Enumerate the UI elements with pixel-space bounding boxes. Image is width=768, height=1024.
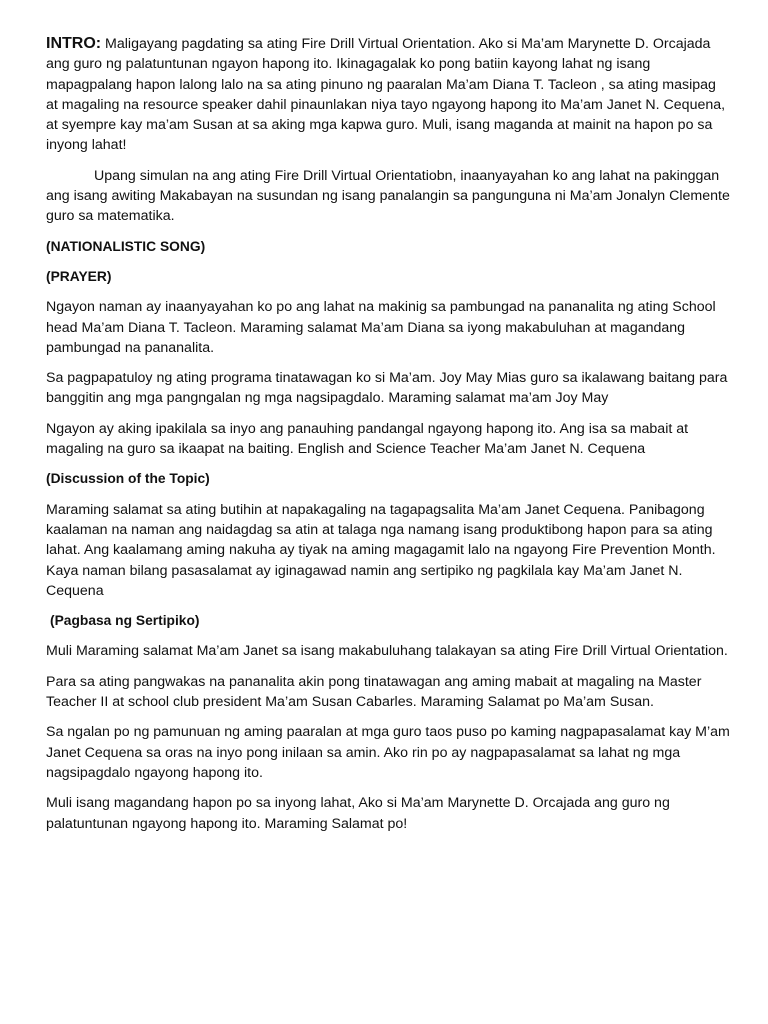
opening-paragraph: Upang simulan na ang ating Fire Drill Virtual Orientatiobn, inaanyayahan ko ang lahat na pakinggan ang isang awiting Makabayan na susundan ng isang panalangin sa pangunguna ni Ma’am Jonalyn Clemente guro sa matematika. [46,167,730,225]
heading-discussion: (Discussion of the Topic) [46,471,210,487]
heading-prayer: (PRAYER) [46,268,112,284]
heading-certificate-reading: (Pagbasa ng Sertipiko) [50,613,200,629]
intro-label: INTRO: [46,35,102,52]
guest-introduction-paragraph: Ngayon ay aking ipakilala sa inyo ang panauhing pandangal ngayong hapong ito. Ang isa sa mabait at magaling na guro sa ikaapat na baiting. English and Science Teacher Ma’am Janet N. Cequena [46,420,689,458]
thanks-again-paragraph: Muli Maraming salamat Ma’am Janet sa isang makabuluhang talakayan sa ating Fire Drill Virtual Orientation. [46,643,728,660]
thanks-speaker-paragraph: Maraming salamat sa ating butihin at napakagaling na tagapagsalita Ma’am Janet Cequena. Panibagong kaalaman na naman ang naidagdag sa atin at talaga nga namang isang produktibong hapon para sa ating lahat. Ang kaalamang aming nakuha ay tiyak na aming magagamit lalo na ngayong Fire Prevention Month. Kaya naman bilang pasasalamat ay iginagawad namin ang sertipiko ng pagkilala kay Ma’am Janet N. Cequena [46,501,716,599]
school-head-paragraph: Ngayon naman ay inaanyayahan ko po ang lahat na makinig sa pambungad na pananalita ng ating School head Ma’am Diana T. Tacleon. Maraming salamat Ma’am Diana sa iyong makabuluhan at magandang pambungad na pananalita. [46,299,716,356]
gratitude-paragraph: Sa ngalan po ng pamunuan ng aming paaralan at mga guro taos puso po kaming nagpapasalamat kay M’am Janet Cequena sa oras na inyo pong inilaan sa amin. Ako rin po ay nagpapasalamat sa lahat ng mga nagsipagdalo ngayong hapong ito. [46,724,730,781]
intro-text: Maligayang pagdating sa ating Fire Drill Virtual Orientation. Ako si Ma’am Marynette D. Orcajada ang guro ng palatuntunan ngayon hapong ito. Ikinagagalak ko pong batiin kayong lahat ng isang mapagpalang hapon lalong lalo na sa ating pinuno ng paaralan Ma’am Diana T. Tacleon , sa ating masipag at magaling na resource speaker dahil pinaunlakan niya tayo ngayong hapong ito Ma’am Janet N. Cequena, at syempre kay ma’am Susan at sa aking mga kapwa guro. Muli, isang maganda at mainit na hapon po sa inyong lahat! [46,36,726,154]
closing-remarks-paragraph: Para sa ating pangwakas na pananalita akin pong tinatawagan ang aming mabait at magaling na Master Teacher II at school club president Ma’am Susan Cabarles. Maraming Salamat po Ma’am Susan. [46,673,702,711]
final-paragraph: Muli isang magandang hapon po sa inyong lahat, Ako si Ma’am Marynette D. Orcajada ang guro ng palatuntunan ngayong hapong ito. Maraming Salamat po! [46,795,670,832]
heading-nationalistic-song: (NATIONALISTIC SONG) [46,238,206,254]
attendance-paragraph: Sa pagpapatuloy ng ating programa tinatawagan ko si Ma’am. Joy May Mias guro sa ikalawang baitang para banggitin ang mga pangngalan ng mga nagsipagdalo. Maraming salamat ma’am Joy May [46,370,728,407]
intro-paragraph [46,34,730,156]
